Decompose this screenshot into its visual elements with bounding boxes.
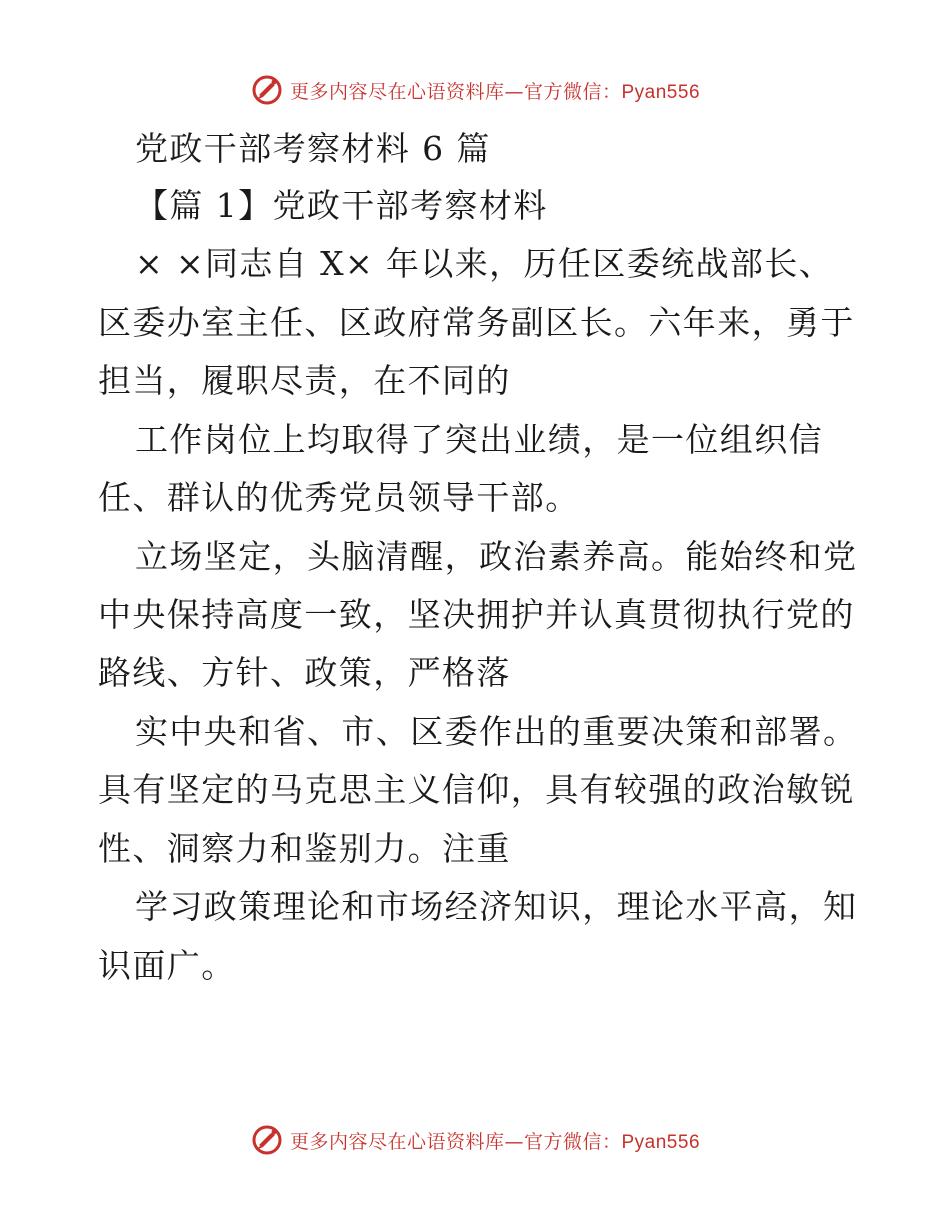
- watermark-footer: [0, 1120, 950, 1160]
- paragraph-line: 中央保持高度一致，坚决拥护并认真贯彻执行党的: [98, 595, 855, 634]
- paragraph-line: 学习政策理论和市场经济知识，理论水平高，知: [135, 887, 858, 926]
- watermark-text: [290, 77, 700, 104]
- watermark-label: 更多内容尽在心语资料库—官方微信：: [289, 80, 622, 103]
- paragraph-line: 实中央和省、市、区委作出的重要决策和部署。: [135, 712, 858, 751]
- watermark-header: [0, 70, 950, 110]
- section-heading: 【篇 1】党政干部考察材料: [135, 186, 548, 225]
- paragraph-line: 识面广。: [98, 946, 236, 985]
- paragraph-line: 具有坚定的马克思主义信仰，具有较强的政治敏锐: [98, 770, 855, 809]
- watermark-account: Pyan556: [621, 81, 701, 103]
- watermark-label: 更多内容尽在心语资料库—官方微信：: [289, 1130, 622, 1153]
- watermark-account: Pyan556: [621, 1131, 701, 1153]
- paragraph-line: 性、洞察力和鉴别力。注重: [98, 829, 511, 868]
- paragraph-line: 立场坚定，头脑清醒，政治素养高。能始终和党: [135, 537, 858, 576]
- paragraph-line: 路线、方针、政策，严格落: [98, 653, 511, 692]
- paragraph-line: 担当，履职尽责，在不同的: [98, 361, 511, 400]
- pen-nib-circle-icon: [250, 1123, 284, 1157]
- paragraph-line: 任、群认的优秀党员领导干部。: [98, 478, 580, 517]
- watermark-text: [290, 1127, 700, 1154]
- paragraph-line: × ×同志自 X× 年以来，历任区委统战部长、: [135, 244, 834, 283]
- paragraph-line: 区委办室主任、区政府常务副区长。六年来，勇于: [98, 303, 855, 342]
- pen-nib-circle-icon: [250, 73, 284, 107]
- paragraph-line: 工作岗位上均取得了突出业绩，是一位组织信: [135, 420, 823, 459]
- document-title: 党政干部考察材料 6 篇: [135, 129, 491, 168]
